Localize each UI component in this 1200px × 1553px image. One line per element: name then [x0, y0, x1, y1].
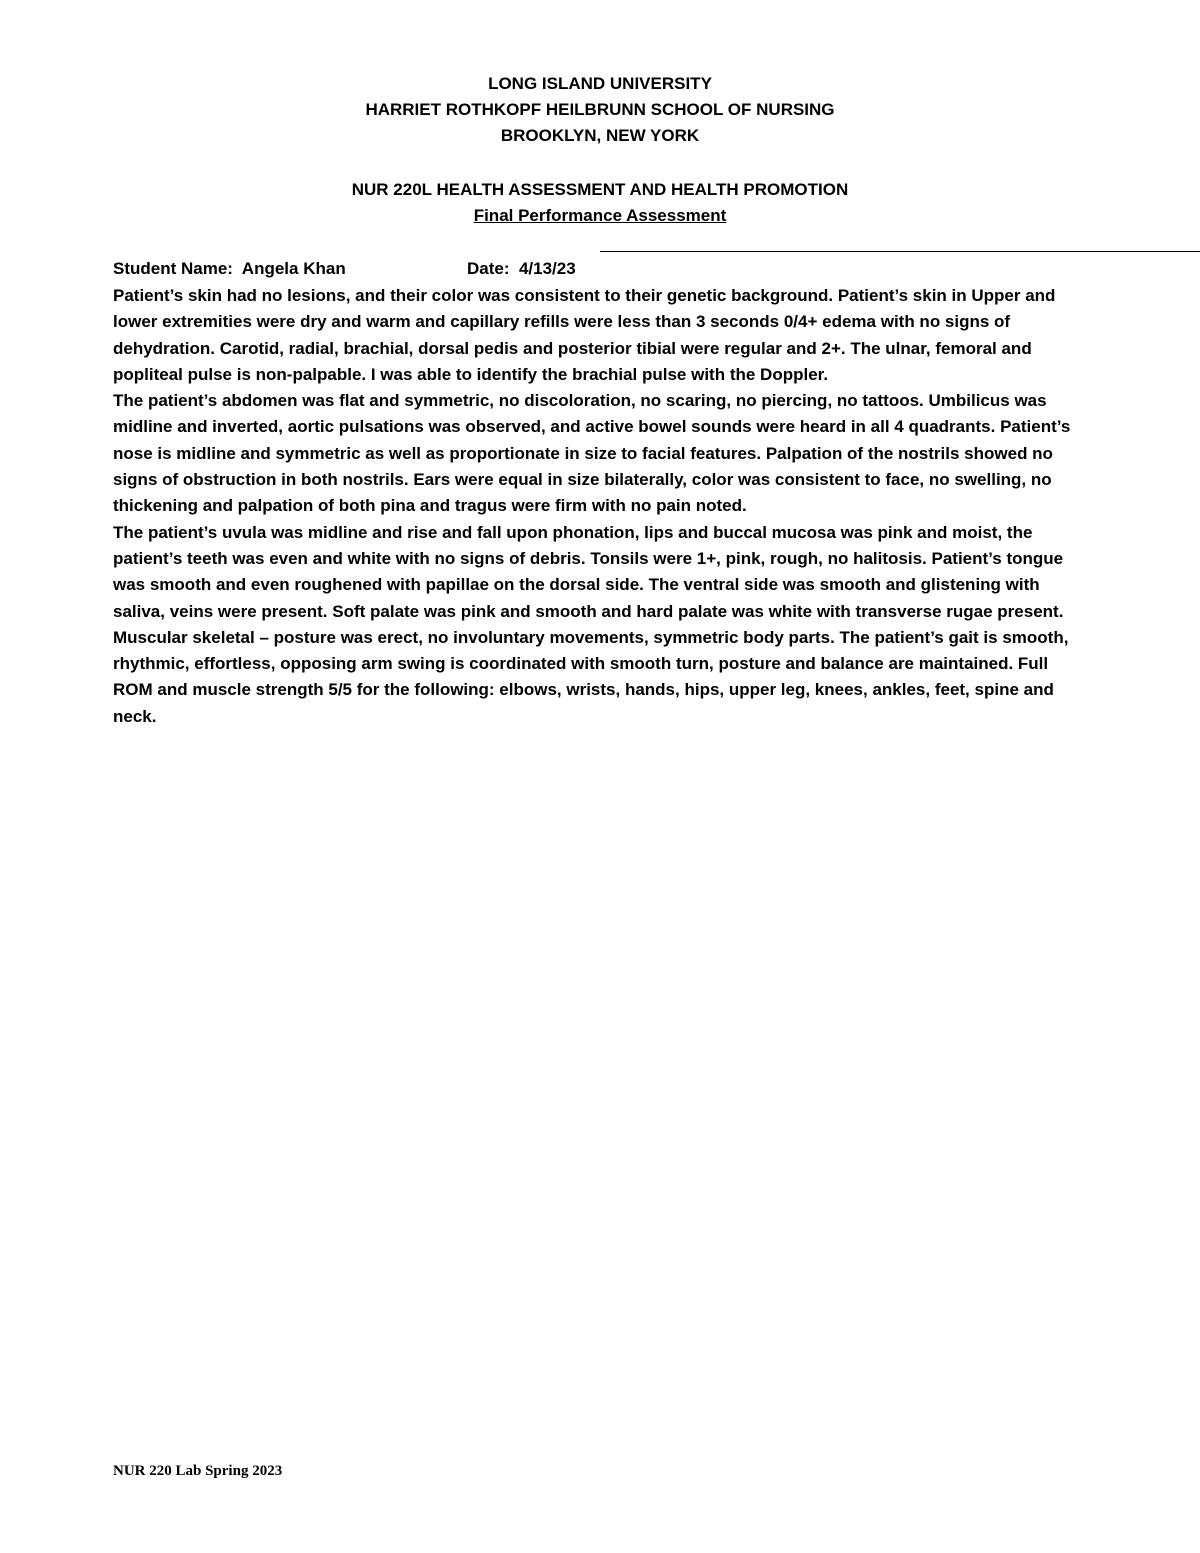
assessment-subtitle: Final Performance Assessment — [473, 206, 727, 225]
student-name-value: Angela Khan — [241, 259, 346, 278]
musculoskeletal-paragraph: Muscular skeletal – posture was erect, no involuntary movements, symmetric body parts. The patient’s gait is smooth, rhythmic, effortless, opposing arm swing is coordinated with smooth turn, posture and balance are maintained. Full ROM and muscle strength 5/5 for the following: elbows, wrists, hands, hips, upper leg, knees, ankles, feet, spine and neck. — [113, 627, 1069, 726]
date-label: Date: — [467, 259, 510, 278]
school-location: BROOKLYN, NEW YORK — [500, 126, 700, 145]
signature-line — [600, 251, 1200, 252]
abdomen-nose-ears-paragraph: The patient’s abdomen was flat and symmetric, no discoloration, no scaring, no piercing, no tattoos. Umbilicus was midline and inverted, aortic pulsations was observed, and active bowel sounds were heard in all 4 quadrants. Patient’s nose is midline and symmetric as well as proportionate in size to facial features. Palpation of the nostrils showed no signs of obstruction in both nostrils. Ears were equal in size bilaterally, color was consistent to face, no swelling, no thickening and palpation of both pina and tragus were firm with no pain noted. — [113, 391, 1071, 516]
school-name: HARRIET ROTHKOPF HEILBRUNN SCHOOL OF NURSING — [365, 100, 835, 119]
date-group — [467, 256, 576, 282]
university-name: LONG ISLAND UNIVERSITY — [488, 74, 712, 93]
student-info-row — [113, 256, 576, 282]
student-name-label: Student Name: — [113, 259, 233, 278]
assessment-body — [113, 283, 1088, 730]
page-footer: NUR 220 Lab Spring 2023 — [113, 1463, 283, 1479]
course-title: NUR 220L HEALTH ASSESSMENT AND HEALTH PROMOTION — [351, 180, 849, 199]
course-header — [0, 177, 1200, 229]
skin-paragraph: Patient’s skin had no lesions, and their color was consistent to their genetic background. Patient’s skin in Upper and lower extremities were dry and warm and capillary refills were less than 3 seconds 0/4+ edema with no signs of dehydration. Carotid, radial, brachial, dorsal pedis and posterior tibial were regular and 2+. The ulnar, femoral and popliteal pulse is non-palpable. I was able to identify the brachial pulse with the Doppler. — [113, 286, 1056, 384]
mouth-paragraph: The patient’s uvula was midline and rise and fall upon phonation, lips and buccal mucosa was pink and moist, the patient’s teeth was even and white with no signs of debris. Tonsils were 1+, pink, rough, no halitosis. Patient’s tongue was smooth and even roughened with papillae on the dorsal side. The ventral side was smooth and glistening with saliva, veins were present. Soft palate was pink and smooth and hard palate was white with transverse rugae present. — [113, 522, 1064, 621]
institution-header — [0, 71, 1200, 149]
date-value: 4/13/23 — [518, 259, 576, 278]
